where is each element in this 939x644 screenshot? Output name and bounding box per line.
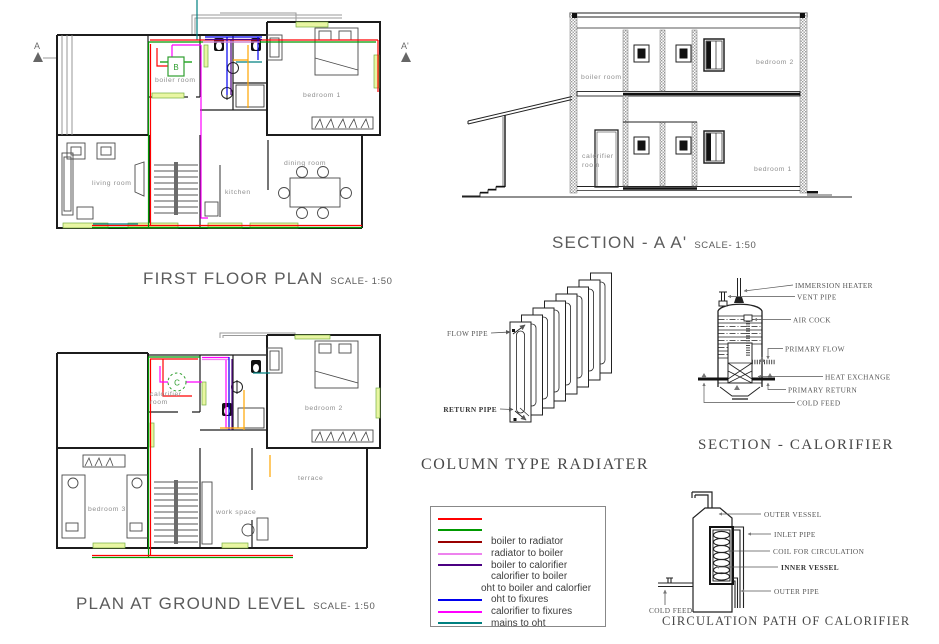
flow-pipe-leader bbox=[491, 332, 510, 333]
walls bbox=[57, 22, 380, 228]
inner-vessel bbox=[710, 527, 733, 584]
section-label-boiler: boiler room bbox=[581, 74, 622, 81]
return-pipe-label: RETURN PIPE bbox=[443, 405, 497, 414]
legend-line-swatch bbox=[438, 518, 482, 520]
legend-row bbox=[431, 594, 605, 606]
room-label-bedroom1: bedroom 1 bbox=[303, 92, 341, 99]
outer-vessel-label: OUTER VESSEL bbox=[764, 510, 822, 519]
garage-lines bbox=[62, 35, 72, 135]
calorifier-tag bbox=[168, 373, 186, 391]
outer-pipe-label: OUTER PIPE bbox=[774, 587, 820, 596]
heat-exchange-label: HEAT EXCHANGE bbox=[825, 372, 891, 382]
section-steps bbox=[480, 186, 505, 194]
ground-plan-drawing bbox=[30, 330, 420, 565]
legend-line-swatch bbox=[438, 529, 482, 531]
radiator-panels bbox=[510, 273, 612, 422]
return-pipe-leader bbox=[500, 409, 513, 410]
boiler-tag-label: B bbox=[173, 63, 179, 72]
radiator-title-text: COLUMN TYPE RADIATER bbox=[421, 456, 650, 473]
vent-pipe-label: VENT PIPE bbox=[797, 292, 837, 302]
circulation-drawing bbox=[645, 483, 939, 633]
ground-plan-title-scale: SCALE- 1:50 bbox=[313, 601, 376, 612]
legend-line-swatch bbox=[438, 541, 482, 543]
section-aa-title bbox=[552, 233, 756, 253]
room-label-workspace: work space bbox=[216, 509, 257, 516]
dining-furniture bbox=[279, 167, 352, 219]
calorifier-tank bbox=[718, 304, 762, 399]
section-aa-title-scale: SCALE- 1:50 bbox=[694, 240, 757, 251]
kitchen-fixtures bbox=[205, 202, 218, 216]
room-label-bedroom2: bedroom 2 bbox=[305, 405, 343, 412]
inlet-outer-pipes bbox=[733, 527, 744, 608]
cold-feed-pipe bbox=[658, 578, 693, 587]
legend-label: radiator to boiler bbox=[491, 548, 564, 560]
legend-row bbox=[431, 536, 605, 548]
cold-feed-label: COLD FEED bbox=[797, 398, 841, 408]
stairs bbox=[154, 162, 198, 215]
bedroom2-furniture bbox=[267, 341, 373, 442]
section-label-calorifier-2: room bbox=[582, 162, 600, 169]
section-marker-a2 bbox=[401, 41, 411, 62]
circulation-coil bbox=[714, 531, 730, 580]
section-label-bedroom1: bedroom 1 bbox=[754, 166, 792, 173]
stairs bbox=[154, 480, 198, 544]
walls bbox=[57, 335, 380, 548]
boiler-tag bbox=[168, 57, 184, 76]
section-marker-a bbox=[33, 41, 57, 62]
immersion-heater-rod bbox=[734, 278, 744, 303]
inner-vessel-label: INNER VESSEL bbox=[781, 563, 839, 572]
section-label-calorifier-1: calorifier bbox=[582, 153, 614, 160]
radiator-highlights bbox=[63, 22, 379, 228]
legend-box bbox=[430, 506, 606, 627]
room-label-boiler: boiler room bbox=[155, 77, 196, 84]
legend-line-swatch bbox=[438, 599, 482, 601]
roof-porch bbox=[462, 97, 572, 197]
marker-a2-label: A' bbox=[401, 41, 409, 51]
legend-row bbox=[431, 583, 605, 595]
calorifier-title bbox=[698, 436, 894, 454]
primary-return-label: PRIMARY RETURN bbox=[788, 385, 858, 395]
legend-label: calorifier to boiler bbox=[491, 571, 568, 583]
room-label-calorifier-2: room bbox=[150, 399, 168, 406]
cold-feed-diagram-label: COLD FEED bbox=[649, 606, 693, 615]
first-floor-title-text: FIRST FLOOR PLAN bbox=[143, 269, 324, 288]
legend-row bbox=[431, 513, 605, 525]
legend-line-swatch bbox=[438, 587, 482, 589]
flow-pipe-label: FLOW PIPE bbox=[447, 329, 488, 338]
legend-label: calorifier to fixures bbox=[491, 606, 573, 618]
legend-line-swatch bbox=[438, 622, 482, 624]
air-cock-tube bbox=[744, 315, 752, 357]
legend-line-swatch bbox=[438, 611, 482, 613]
radiator-highlights bbox=[93, 335, 380, 548]
radiator-title bbox=[421, 456, 649, 474]
bedroom3-furniture bbox=[62, 455, 148, 538]
air-cock-label: AIR COCK bbox=[793, 315, 831, 325]
legend-label: boiler to radiator bbox=[491, 536, 564, 548]
room-label-kitchen: kitchen bbox=[225, 189, 251, 196]
primary-flow-label: PRIMARY FLOW bbox=[785, 344, 845, 354]
legend-row bbox=[431, 559, 605, 571]
room-label-bedroom3: bedroom 3 bbox=[88, 506, 126, 513]
marker-a-label: A bbox=[34, 41, 41, 51]
first-floor-title-scale: SCALE- 1:50 bbox=[330, 276, 393, 287]
legend-row bbox=[431, 606, 605, 618]
calorifier-tag-label: C bbox=[174, 378, 180, 388]
bedroom-windows bbox=[704, 39, 724, 163]
legend-row bbox=[431, 617, 605, 629]
radiator-drawing bbox=[425, 270, 650, 455]
legend-label: oht to boiler and calorfier bbox=[481, 582, 592, 594]
room-label-living: living room bbox=[92, 180, 132, 187]
circulation-title-text: CIRCULATION PATH OF CALORIFIER bbox=[662, 614, 911, 628]
room-label-terrace: terrace bbox=[298, 475, 324, 482]
vent-pipe bbox=[719, 292, 727, 306]
circulation-title bbox=[662, 612, 910, 630]
bath-fixtures bbox=[214, 38, 261, 100]
first-floor-plan-drawing bbox=[30, 0, 420, 262]
room-label-dining: dining room bbox=[284, 160, 327, 167]
section-structure bbox=[462, 13, 852, 197]
calorifier-title-text: SECTION - CALORIFIER bbox=[698, 437, 895, 453]
ground-plan-title bbox=[76, 594, 375, 614]
legend-row bbox=[431, 548, 605, 560]
heat-exchanger bbox=[698, 343, 775, 383]
section-aa-drawing bbox=[460, 0, 939, 230]
legend-label: mains to oht bbox=[491, 617, 546, 629]
legend-label: oht to fixures bbox=[491, 594, 549, 606]
inlet-pipe-label: INLET PIPE bbox=[774, 530, 816, 539]
legend-line-swatch bbox=[438, 553, 482, 555]
immersion-heater-label: IMMERSION HEATER bbox=[795, 281, 873, 290]
room-label-calorifier-1: calorifier bbox=[150, 391, 182, 398]
legend-line-swatch bbox=[438, 576, 482, 578]
coil-label: COIL FOR CIRCULATION bbox=[773, 547, 865, 556]
pipes bbox=[92, 357, 293, 558]
legend-row bbox=[431, 525, 605, 537]
legend-label: boiler to calorifier bbox=[491, 559, 568, 571]
section-aa-title-text: SECTION - A A' bbox=[552, 233, 688, 252]
legend-line-swatch bbox=[438, 564, 482, 566]
legend-row bbox=[431, 571, 605, 583]
ground-plan-title-text: PLAN AT GROUND LEVEL bbox=[76, 594, 307, 613]
first-floor-title bbox=[143, 269, 392, 289]
calorifier-section-drawing bbox=[690, 275, 939, 415]
bedroom1-furniture bbox=[267, 28, 373, 129]
section-label-bedroom2: bedroom 2 bbox=[756, 59, 794, 66]
